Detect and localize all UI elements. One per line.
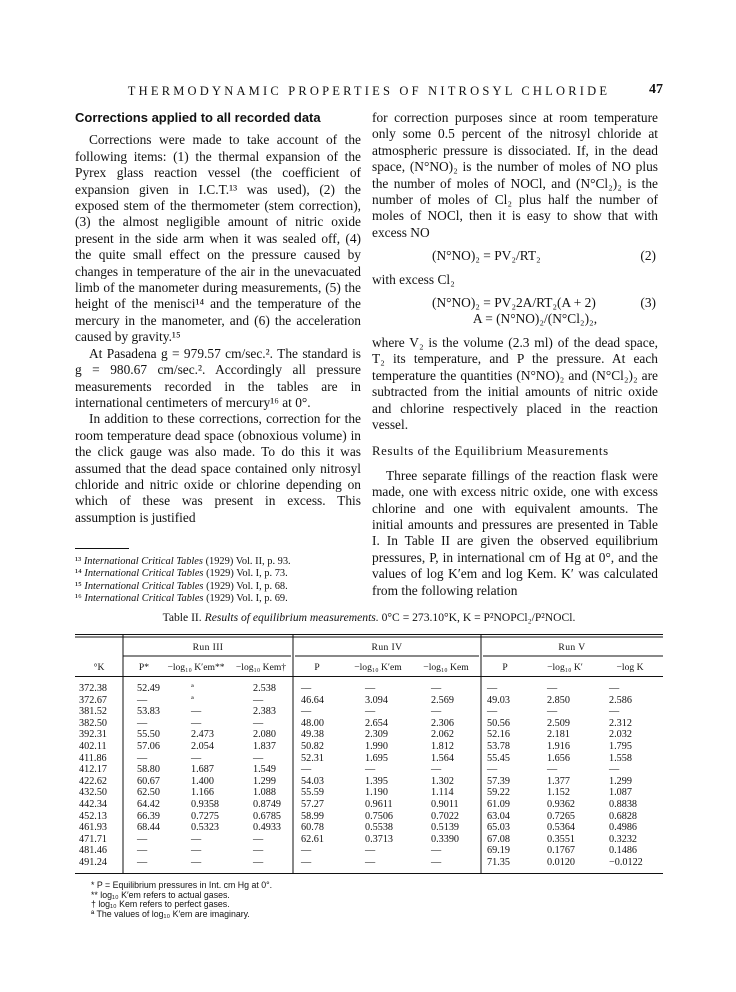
col-header: −log₁₀ K′ [547, 662, 583, 673]
table-cell: 1.377 [547, 775, 570, 787]
table-cell: 2.569 [431, 694, 454, 706]
table-cell: 2.032 [609, 729, 632, 741]
table-cell: 65.03 [487, 822, 510, 834]
table-cell: 471.71 [79, 833, 108, 845]
table-cell: 2.306 [431, 717, 454, 729]
col-header: −log₁₀ Kem [423, 662, 469, 673]
table-title: Results of equilibrium measurements. [204, 611, 379, 624]
table-cell: 381.52 [79, 706, 108, 718]
table-cell: 1.190 [365, 787, 388, 799]
table-cell: — [253, 717, 264, 729]
table-cell: 1.564 [431, 752, 454, 764]
table-cell: 0.3551 [547, 833, 576, 845]
table-cell: — [547, 706, 558, 718]
table-cell: 71.35 [487, 856, 510, 868]
table-cell: 2.383 [253, 706, 276, 718]
footnotes [75, 556, 365, 605]
table-cell: 1.152 [547, 787, 570, 799]
equation-3 [372, 295, 658, 311]
table-cell: 402.11 [79, 740, 107, 752]
running-title: THERMODYNAMIC PROPERTIES OF NITROSYL CHLORIDE [127, 84, 611, 98]
table-cell: — [191, 706, 202, 718]
col-p-run4 [301, 683, 324, 869]
table-cell: — [137, 717, 148, 729]
table-cell: 2.309 [365, 729, 388, 741]
table-cell: 52.16 [487, 729, 510, 741]
table-cell: 68.44 [137, 822, 160, 834]
table-cell: 2.654 [365, 717, 388, 729]
footnote-15: ¹⁵ International Critical Tables (1929) Vol. I, p. 68. [75, 580, 288, 592]
table-cell: 461.93 [79, 822, 108, 834]
table-cell: 392.31 [79, 729, 108, 741]
table-cell: 1.166 [191, 787, 214, 799]
table-cell: 0.4933 [253, 822, 282, 834]
table-cell: 0.7022 [431, 810, 460, 822]
equation-number: (2) [640, 248, 656, 264]
table-cell: 58.80 [137, 764, 160, 776]
col-header: −log₁₀ K′em** [167, 662, 225, 673]
table-cell: — [301, 706, 312, 718]
col-header: −log₁₀ K′em [354, 662, 402, 673]
table-cell: 1.795 [609, 740, 632, 752]
table-cell: — [365, 856, 376, 868]
table-cell: 0.3232 [609, 833, 638, 845]
table-cell: 2.538 [253, 683, 276, 694]
table-cell: 0.1486 [609, 845, 638, 857]
table-cell: — [547, 764, 558, 776]
table-cell: 50.82 [301, 740, 324, 752]
table-cell: 57.27 [301, 798, 324, 810]
table-note: ** log₁₀ K′em refers to actual gases. [91, 889, 230, 900]
table-cell: — [547, 683, 558, 694]
table-cell: 62.50 [137, 787, 160, 799]
table-cell: 69.19 [487, 845, 510, 857]
table-cell: 0.3390 [431, 833, 460, 845]
table-cell: — [301, 856, 312, 868]
table-cell: 0.5364 [547, 822, 576, 834]
table-cell: 57.06 [137, 740, 160, 752]
table-cell: 62.61 [301, 833, 324, 845]
col-p-run5 [487, 683, 510, 869]
table-cell: — [137, 845, 148, 857]
table-cell: 1.558 [609, 752, 632, 764]
col-header: −log K [616, 662, 644, 673]
table-cell: 1.549 [253, 764, 276, 776]
table-cell: 1.687 [191, 764, 214, 776]
table-cell: 0.1767 [547, 845, 576, 857]
table-cell: 46.64 [301, 694, 324, 706]
table-cell: 452.13 [79, 810, 108, 822]
table-cell: 1.087 [609, 787, 632, 799]
equation-number: (3) [640, 295, 656, 311]
table-cell: 60.67 [137, 775, 160, 787]
table-cell: 481.46 [79, 845, 108, 857]
table-cell: 66.39 [137, 810, 160, 822]
table-cell: 0.9011 [431, 798, 459, 810]
col-header: °K [93, 662, 105, 673]
table-cell: 2.509 [547, 717, 570, 729]
table-cell: — [191, 752, 202, 764]
table-cell: 1.916 [547, 740, 570, 752]
table-cell: 0.9358 [191, 798, 220, 810]
table-cell: 67.08 [487, 833, 510, 845]
table-label: Table II. [162, 611, 202, 624]
table-cell: 1.695 [365, 752, 388, 764]
table-cell: 48.00 [301, 717, 324, 729]
equation-text: (N°NO)₂ = PV₂2A/RT₂(A + 2) [432, 295, 596, 311]
table-cell: 0.9362 [547, 798, 576, 810]
table-note: ª The values of log₁₀ K′em are imaginary. [91, 908, 250, 919]
table-cell: — [191, 856, 202, 868]
table-cell: 59.22 [487, 787, 510, 799]
table-cell: 61.09 [487, 798, 510, 810]
table-cell: 1.302 [431, 775, 454, 787]
table-cell: 3.094 [365, 694, 388, 706]
table-cell: — [253, 845, 264, 857]
table-note: † log₁₀ Kem refers to perfect gases. [91, 899, 230, 910]
table-cell: 2.181 [547, 729, 570, 741]
footnote-13: ¹³ International Critical Tables (1929) Vol. II, p. 93. [75, 556, 291, 567]
table-cell: 60.78 [301, 822, 324, 834]
paragraph: At Pasadena g = 979.57 cm/sec.². The standard is g = 980.67 cm/sec.². Accordingly all pressure measurements recorded in the tables are in international centimeters of mercury¹⁶ at 0°. [75, 345, 361, 410]
table-cell: 0.8749 [253, 798, 282, 810]
table-caption-tail: 0°C = 273.10°K, K = P²NOPCl₂/P²NOCl. [381, 611, 576, 624]
table-note: * P = Equilibrium pressures in Int. cm Hg at 0°. [91, 880, 273, 890]
col-header: P [314, 662, 320, 673]
table-cell: 55.45 [487, 752, 510, 764]
table-cell: 0.7265 [547, 810, 576, 822]
col-header: −log₁₀ Kem† [235, 662, 287, 673]
table-cell: — [137, 856, 148, 868]
table-cell: 2.080 [253, 729, 276, 741]
table-cell: — [253, 694, 264, 706]
table-cell: 58.99 [301, 810, 324, 822]
equation-2 [372, 248, 658, 264]
table-cell: 1.114 [431, 787, 454, 799]
table-cell: 2.586 [609, 694, 632, 706]
running-head [75, 84, 663, 104]
run-header: Run V [558, 642, 586, 653]
equation-3b: A = (N°NO)₂/(N°Cl₂)₂, [472, 311, 598, 327]
table-cell: 0.3713 [365, 833, 394, 845]
table-cell: 411.86 [79, 752, 107, 764]
table-cell: 0.6785 [253, 810, 282, 822]
table-notes [91, 881, 272, 919]
table-cell: — [191, 845, 202, 857]
table-cell: — [487, 764, 498, 776]
table-cell: — [609, 706, 620, 718]
table-cell: — [253, 752, 264, 764]
table-caption [75, 611, 663, 624]
footnote-16: ¹⁶ International Critical Tables (1929) Vol. I, p. 69. [75, 592, 288, 604]
table-cell: 372.38 [79, 683, 108, 694]
table-cell: — [365, 845, 376, 857]
table-cell: 50.56 [487, 717, 510, 729]
right-column [372, 110, 658, 599]
table-cell: — [431, 706, 442, 718]
table-cell: — [431, 856, 442, 868]
table-cell: — [431, 845, 442, 857]
table-cell: 54.03 [301, 775, 324, 787]
table-cell: 1.656 [547, 752, 570, 764]
col-kp-run3 [191, 683, 219, 869]
table-cell: — [137, 694, 148, 706]
footnote-rule [75, 548, 129, 549]
table-cell: 1.299 [609, 775, 632, 787]
col-p-run3 [137, 683, 160, 869]
table-cell: — [301, 845, 312, 857]
table-cell: — [487, 683, 498, 694]
table-cell: — [609, 764, 620, 776]
table-cell: 372.67 [79, 694, 108, 706]
table-cell: 2.054 [191, 740, 214, 752]
run-header: Run III [192, 642, 224, 653]
table-cell: — [431, 683, 442, 694]
table-cell: — [609, 683, 620, 694]
table-cell: 49.38 [301, 729, 324, 741]
table-cell: 53.83 [137, 706, 160, 718]
table-cell: 1.088 [253, 787, 276, 799]
table-cell: — [191, 717, 202, 729]
paragraph: with excess Cl₂ [372, 271, 455, 287]
table-cell: ª [191, 683, 194, 694]
table-cell: 442.34 [79, 798, 108, 810]
table-cell: 0.5139 [431, 822, 460, 834]
table-cell: — [365, 764, 376, 776]
table-cell: 491.24 [79, 856, 108, 868]
table-cell: 0.5538 [365, 822, 394, 834]
table-cell: 0.7506 [365, 810, 394, 822]
left-column [75, 110, 361, 526]
table-cell: 55.59 [301, 787, 324, 799]
table-cell: 53.78 [487, 740, 510, 752]
table-cell: 1.400 [191, 775, 214, 787]
footnote-14: ¹⁴ International Critical Tables (1929) Vol. I, p. 73. [75, 568, 288, 580]
table-cell: 0.0120 [547, 856, 576, 868]
page-number: 47 [649, 82, 663, 97]
paragraph: Corrections were made to take account of the following items: (1) the thermal expansion of the Pyrex glass reaction vessel (the coefficient of expansion given in I.C.T.¹³ was used), (2) the exposed stem of the thermometer (stem correction), (3) the almost negligible amount of nitric oxide present in the side arm when it was sealed off, (4) the quite small effect on the pressure caused by changes in temperature of the air in the unevacuated limb of the manometer during measurements, (5) the height of the menisci¹⁴ and the temperature of the mercury in the manometer, and (6) the acceleration caused by gravity.¹⁵ [75, 132, 361, 345]
table-cell: — [137, 752, 148, 764]
paragraph: where V₂ is the volume (2.3 ml) of the dead space, T₂ its temperature, and P the pressure. At each temperature the quantities (N°NO)₂ and (N°Cl₂)₂ are subtracted from the initial amounts of nitric oxide and chlorine respectively placed in the reaction vessel. [372, 334, 658, 432]
table-cell: 55.50 [137, 729, 160, 741]
table-cell: 2.062 [431, 729, 454, 741]
col-kp-run5 [547, 683, 575, 869]
table-cell: 0.6828 [609, 810, 638, 822]
table-cell: 0.4986 [609, 822, 638, 834]
paragraph: In addition to these corrections, correction for the room temperature dead space (obnoxious volume) in the click gauge was also made. To do this it was assumed that the dead space contained only nitrosyl chloride and nitric oxide or chlorine depending on which of these was present in excess. This assumption is justified [75, 411, 361, 525]
col-temperature [79, 683, 107, 869]
table-cell: 2.312 [609, 717, 632, 729]
col-k-run5 [609, 683, 643, 869]
table-cell: 2.473 [191, 729, 214, 741]
table-cell: 0.8838 [609, 798, 638, 810]
equation-text: (N°NO)₂ = PV₂/RT₂ [432, 248, 541, 264]
table-cell: 412.17 [79, 764, 108, 776]
table-cell: — [253, 856, 264, 868]
table-cell: — [253, 833, 264, 845]
table-cell: 422.62 [79, 775, 108, 787]
table-cell: 0.9611 [365, 798, 393, 810]
table-cell: — [365, 706, 376, 718]
col-k-run3 [253, 683, 281, 869]
table-cell: 52.31 [301, 752, 324, 764]
table-cell: — [431, 764, 442, 776]
section-title-results: Results of the Equilibrium Measurements [372, 444, 609, 459]
col-header: P [502, 662, 508, 673]
section-title-corrections: Corrections applied to all recorded data [75, 110, 321, 125]
table-cell: — [487, 706, 498, 718]
table-cell: 432.50 [79, 787, 108, 799]
table-cell: 64.42 [137, 798, 160, 810]
run-header: Run IV [371, 642, 403, 653]
table-cell: 1.395 [365, 775, 388, 787]
table-cell: ª [191, 694, 194, 706]
table-cell: 2.850 [547, 694, 570, 706]
paragraph: for correction purposes since at room temperature only some 0.5 percent of the nitrosyl chloride at atmospheric pressure is dissociated. If, in the dead space, (N°NO)₂ is the number of moles of NO plus the number of moles of NOCl, and (N°Cl₂)₂ is the number of moles of Cl₂ plus half the number of moles of NOCl, then it is easy to show that with excess NO [372, 110, 658, 240]
paragraph: Three separate fillings of the reaction flask were made, one with excess nitric oxide, one with excess chlorine and one with equivalent amounts. The initial amounts and pressures are presented in Table I. In Table II are given the observed equilibrium pressures, P, in international cm of Hg at 0°, and the values of log K′em and log Kem. K′ was calculated from the following relation [372, 467, 658, 598]
col-header: P* [138, 662, 150, 673]
table-cell: 1.812 [431, 740, 454, 752]
table-cell: 49.03 [487, 694, 510, 706]
table-cell: — [137, 833, 148, 845]
table-cell: 57.39 [487, 775, 510, 787]
table-cell: — [365, 683, 376, 694]
table-cell: −0.0122 [609, 856, 643, 868]
col-kp-run4 [365, 683, 393, 869]
table-cell: 63.04 [487, 810, 510, 822]
table-cell: 382.50 [79, 717, 108, 729]
col-k-run4 [431, 683, 459, 869]
table-cell: 0.7275 [191, 810, 220, 822]
table-cell: — [301, 683, 312, 694]
table-cell: 0.5323 [191, 822, 220, 834]
table-cell: 1.837 [253, 740, 276, 752]
table-cell: 1.299 [253, 775, 276, 787]
table-cell: 52.49 [137, 683, 160, 694]
table-cell: — [191, 833, 202, 845]
table-cell: 1.990 [365, 740, 388, 752]
table-cell: — [301, 764, 312, 776]
